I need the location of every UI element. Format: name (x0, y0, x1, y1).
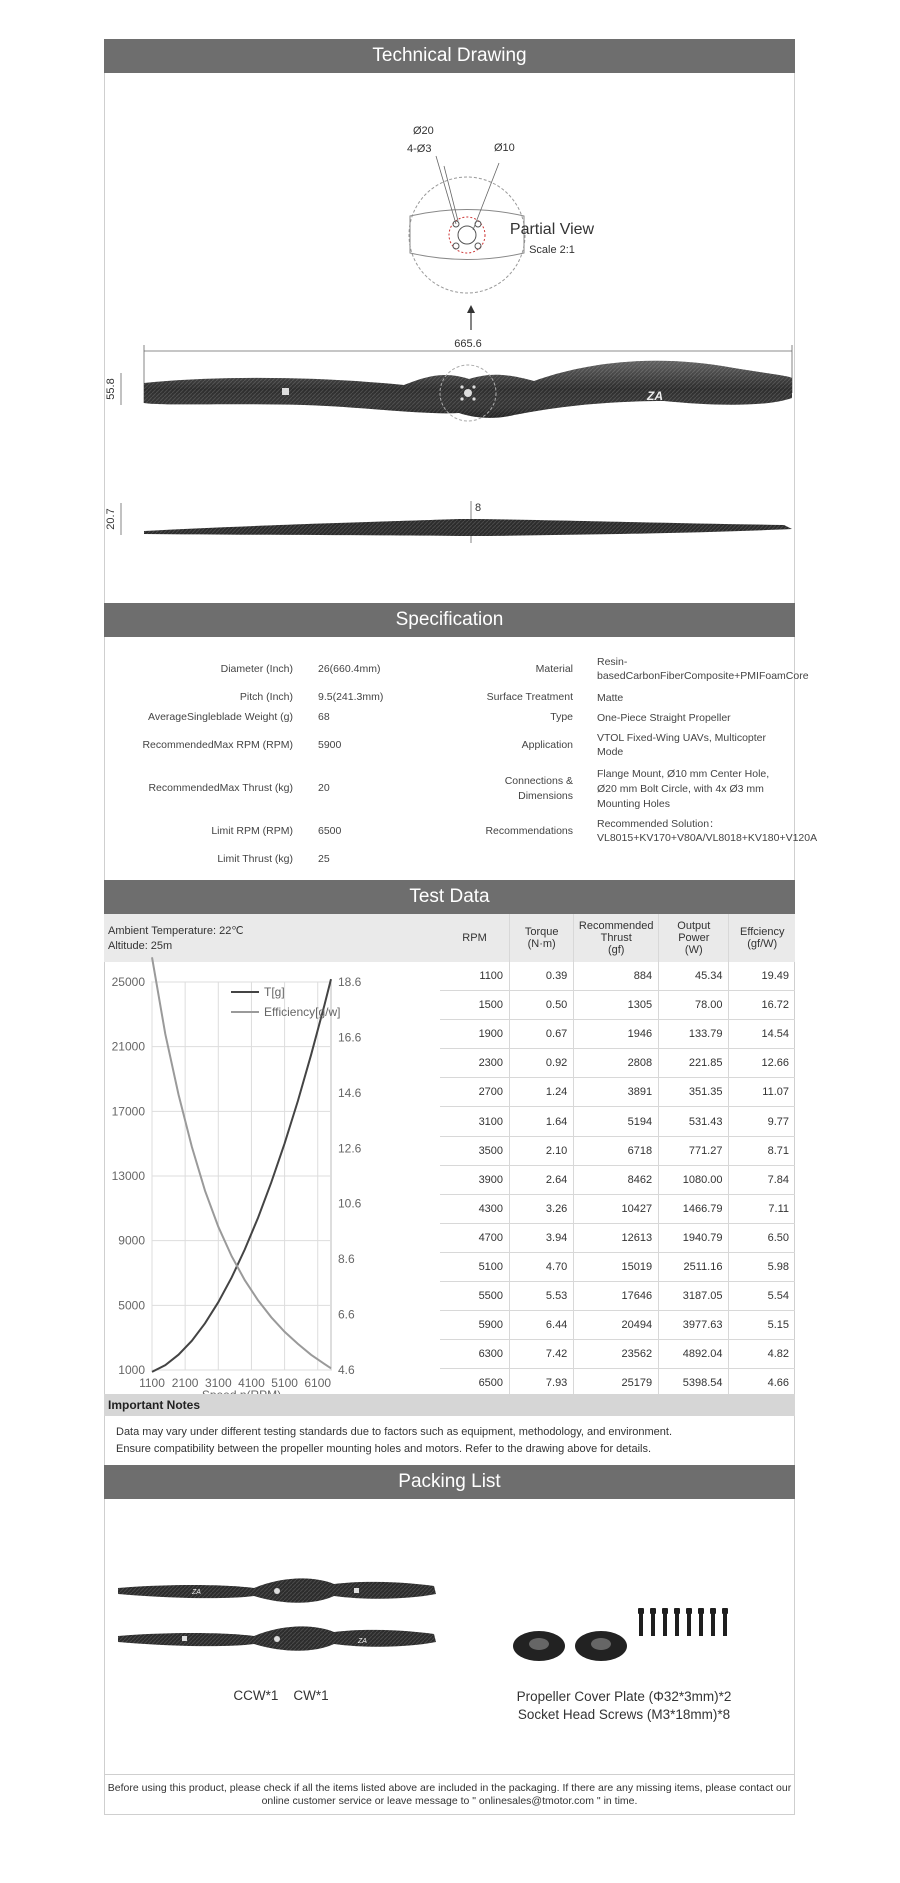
y-left-tick-label: 25000 (111, 975, 145, 989)
footer-line: online customer service or leave message to " onlinesales@tmotor.com " in time. (261, 1795, 638, 1807)
table-cell: 5100 (440, 1252, 510, 1281)
table-cell: 3500 (440, 1136, 510, 1165)
x-tick-label: 4100 (238, 1376, 265, 1390)
y-left-tick-label: 5000 (118, 1298, 145, 1313)
y-right-tick-label: 4.6 (338, 1363, 355, 1377)
table-cell: 23562 (574, 1340, 659, 1369)
table-row (440, 1340, 795, 1369)
table-cell: 45.34 (659, 962, 729, 991)
table-cell: 4.70 (510, 1252, 574, 1281)
table-cell: 771.27 (659, 1136, 729, 1165)
spec-label: AverageSingleblade Weight (g) (148, 711, 293, 723)
table-cell: 0.39 (510, 962, 574, 991)
table-cell: 1946 (574, 1020, 659, 1049)
ambient-temperature: Ambient Temperature: 22℃ (108, 925, 244, 937)
logo-za: ZA (647, 389, 663, 403)
spec-label: Pitch (Inch) (239, 691, 293, 703)
table-cell: 10427 (574, 1194, 659, 1223)
svg-text:ZA: ZA (358, 1638, 367, 1645)
table-cell: 5.54 (729, 1282, 795, 1311)
table-cell: 4.66 (729, 1369, 795, 1398)
spec-value: Resin- basedCarbonFiberComposite+PMIFoamCore (597, 656, 809, 682)
table-cell: 4892.04 (659, 1340, 729, 1369)
accessories-label (484, 1688, 764, 1724)
spec-label: RecommendedMax RPM (RPM) (142, 739, 293, 751)
y-left-tick-label: 9000 (118, 1233, 145, 1248)
table-cell: 0.50 (510, 991, 574, 1020)
table-cell: 5900 (440, 1311, 510, 1340)
table-cell: 12613 (574, 1223, 659, 1252)
cover-plate-image (513, 1631, 627, 1661)
table-cell: 1100 (440, 962, 510, 991)
table-cell: 25179 (574, 1369, 659, 1398)
y-left-tick-label: 13000 (111, 1169, 145, 1183)
ambient-info (104, 914, 440, 962)
spec-label: RecommendedMax Thrust (kg) (148, 782, 293, 794)
spec-value: Matte (597, 692, 624, 704)
table-cell: 1.24 (510, 1078, 574, 1107)
dim-d20: Ø20 (413, 125, 434, 137)
x-tick-label: 5100 (271, 1376, 298, 1390)
spec-label: Connections & Dimensions (504, 775, 573, 802)
spec-value: 6500 (318, 825, 342, 837)
table-cell: 3.94 (510, 1223, 574, 1252)
technical-drawing (104, 73, 795, 603)
col-header: Torque (N·m) (510, 914, 574, 962)
table-cell: 3977.63 (659, 1311, 729, 1340)
table-cell: 4300 (440, 1194, 510, 1223)
spec-label: Limit RPM (RPM) (211, 825, 293, 837)
spec-value: 26(660.4mm) (318, 663, 381, 675)
table-cell: 4700 (440, 1223, 510, 1252)
y-right-tick-label: 8.6 (338, 1252, 355, 1267)
x-tick-label: 1100 (139, 1376, 165, 1390)
table-cell: 133.79 (659, 1020, 729, 1049)
partial-view-detail (409, 156, 525, 293)
props-label: CCW*1 CW*1 (233, 1688, 329, 1703)
table-cell: 1305 (574, 991, 659, 1020)
table-cell: 5500 (440, 1282, 510, 1311)
performance-chart (104, 962, 440, 1392)
table-cell: 6.44 (510, 1311, 574, 1340)
spec-label: Material (535, 663, 573, 675)
dim-d10: Ø10 (494, 142, 515, 154)
table-cell: 0.92 (510, 1049, 574, 1078)
table-cell: 3.26 (510, 1194, 574, 1223)
table-row (440, 1078, 795, 1107)
spec-value: One-Piece Straight Propeller (597, 712, 731, 724)
table-cell: 12.66 (729, 1049, 795, 1078)
table-cell: 0.67 (510, 1020, 574, 1049)
section-title-test-data: Test Data (104, 880, 795, 914)
table-cell: 7.93 (510, 1369, 574, 1398)
propeller-top-view (144, 361, 792, 421)
table-cell: 1500 (440, 991, 510, 1020)
table-row (440, 1165, 795, 1194)
y-right-tick-label: 16.6 (338, 1030, 362, 1045)
table-cell: 3900 (440, 1165, 510, 1194)
partial-view-label: Partial View (509, 221, 595, 238)
spec-label: Surface Treatment (486, 691, 573, 703)
table-row (440, 1020, 795, 1049)
test-data-table (440, 914, 795, 1398)
spec-value: VTOL Fixed-Wing UAVs, Multicopter Mode (597, 732, 767, 758)
svg-text:ZA: ZA (192, 1589, 201, 1596)
table-cell: 2808 (574, 1049, 659, 1078)
spec-value: 9.5(241.3mm) (318, 691, 384, 703)
table-row (440, 991, 795, 1020)
table-row (440, 962, 795, 991)
y-right-tick-label: 14.6 (338, 1085, 362, 1100)
section-title-specification: Specification (104, 603, 795, 637)
table-cell: 5.53 (510, 1282, 574, 1311)
packing-illustrations (104, 1560, 795, 1680)
table-cell: 1940.79 (659, 1223, 729, 1252)
spec-label: Type (550, 711, 573, 723)
table-cell: 884 (574, 962, 659, 991)
table-row (440, 1252, 795, 1281)
spec-value: 25 (318, 853, 330, 865)
table-cell: 8.71 (729, 1136, 795, 1165)
y-right-tick-label: 10.6 (338, 1196, 362, 1211)
table-cell: 3891 (574, 1078, 659, 1107)
legend-label: T[g] (264, 985, 285, 999)
spec-value: 5900 (318, 739, 342, 751)
table-row (440, 1136, 795, 1165)
y-left-tick-label: 21000 (111, 1039, 145, 1054)
dim-thickness: 20.7 (105, 508, 117, 530)
table-cell: 2300 (440, 1049, 510, 1078)
altitude: Altitude: 25m (108, 940, 173, 952)
table-cell: 2700 (440, 1078, 510, 1107)
table-cell: 1900 (440, 1020, 510, 1049)
table-cell: 9.77 (729, 1107, 795, 1136)
table-cell: 1.64 (510, 1107, 574, 1136)
footer-line: Before using this product, please check if all the items listed above are included in the packaging. If there are any missing items, please contact our (107, 1782, 792, 1794)
col-header: Output Power (W) (659, 914, 729, 962)
propeller-side-view (144, 519, 792, 536)
footer-notice (104, 1782, 795, 1808)
table-cell: 2.64 (510, 1165, 574, 1194)
table-cell: 5194 (574, 1107, 659, 1136)
table-cell: 15019 (574, 1252, 659, 1281)
table-cell: 3100 (440, 1107, 510, 1136)
important-notes-header: Important Notes (104, 1394, 795, 1416)
table-cell: 6300 (440, 1340, 510, 1369)
note-line: Data may vary under different testing standards due to factors such as equipment, methodology, and environment. (116, 1426, 673, 1438)
table-cell: 7.11 (729, 1194, 795, 1223)
spec-label: Recommendations (485, 825, 573, 837)
legend-label: Efficiency[g/w] (264, 1005, 341, 1019)
dim-holes: 4-Ø3 (407, 143, 432, 155)
table-cell: 7.42 (510, 1340, 574, 1369)
spec-label: Application (521, 739, 573, 751)
table-row (440, 1194, 795, 1223)
propeller-ccw-image (118, 1578, 436, 1602)
y-right-tick-label: 12.6 (338, 1141, 362, 1156)
section-title-packing-list: Packing List (104, 1465, 795, 1499)
x-tick-label: 3100 (204, 1376, 232, 1390)
y-left-tick-label: 17000 (111, 1104, 145, 1119)
table-cell: 7.84 (729, 1165, 795, 1194)
table-cell: 5398.54 (659, 1369, 729, 1398)
table-cell: 351.35 (659, 1078, 729, 1107)
table-row (440, 1049, 795, 1078)
scale-label: Scale 2:1 (529, 244, 575, 256)
table-cell: 4.82 (729, 1340, 795, 1369)
table-row (440, 1282, 795, 1311)
table-cell: 6.50 (729, 1223, 795, 1252)
x-tick-label: 6100 (304, 1376, 332, 1390)
table-cell: 531.43 (659, 1107, 729, 1136)
spec-value: Recommended Solution： VL8015+KV170+V80A/VL8018+KV180+V120A (597, 818, 818, 844)
table-cell: 5.15 (729, 1311, 795, 1340)
note-line: Ensure compatibility between the propeller mounting holes and motors. Refer to the drawing above for details. (116, 1443, 652, 1455)
important-notes-body (116, 1424, 672, 1458)
table-row (440, 1107, 795, 1136)
table-cell: 14.54 (729, 1020, 795, 1049)
table-cell: 1466.79 (659, 1194, 729, 1223)
spec-value: 68 (318, 711, 330, 723)
table-cell: 78.00 (659, 991, 729, 1020)
section-title-technical-drawing: Technical Drawing (104, 39, 795, 73)
table-row (440, 1223, 795, 1252)
dim-length: 665.6 (454, 338, 482, 350)
propeller-cw-image (118, 1626, 436, 1650)
table-cell: 6718 (574, 1136, 659, 1165)
table-cell: 17646 (574, 1282, 659, 1311)
table-cell: 11.07 (729, 1078, 795, 1107)
y-left-tick-label: 1000 (118, 1363, 145, 1377)
table-cell: 16.72 (729, 991, 795, 1020)
screws-label: Socket Head Screws (M3*18mm)*8 (517, 1707, 731, 1722)
col-header: Effciency (gf/W) (729, 914, 795, 962)
spec-value: 20 (318, 782, 330, 794)
dim-width: 55.8 (105, 378, 117, 400)
table-cell: 19.49 (729, 962, 795, 991)
table-cell: 2.10 (510, 1136, 574, 1165)
col-header: Recommended Thrust (gf) (574, 914, 659, 962)
table-cell: 6500 (440, 1369, 510, 1398)
y-right-tick-label: 6.6 (338, 1307, 355, 1322)
socket-screws-image (638, 1608, 728, 1636)
y-right-tick-label: 18.6 (338, 975, 362, 989)
table-cell: 5.98 (729, 1252, 795, 1281)
table-cell: 8462 (574, 1165, 659, 1194)
table-cell: 1080.00 (659, 1165, 729, 1194)
table-header-row (440, 914, 795, 962)
table-cell: 3187.05 (659, 1282, 729, 1311)
col-header: RPM (440, 914, 510, 962)
spec-value: Flange Mount, Ø10 mm Center Hole, Ø20 mm Bolt Circle, with 4x Ø3 mm Mounting Holes (597, 768, 770, 810)
x-tick-label: 2100 (171, 1376, 199, 1390)
table-cell: 221.85 (659, 1049, 729, 1078)
table-row (440, 1311, 795, 1340)
table-cell: 20494 (574, 1311, 659, 1340)
spec-label: Limit Thrust (kg) (217, 853, 293, 865)
spec-label: Diameter (Inch) (220, 663, 293, 675)
dim-hub: 8 (475, 502, 482, 514)
cover-plate-label: Propeller Cover Plate (Φ32*3mm)*2 (516, 1689, 732, 1704)
table-cell: 2511.16 (659, 1252, 729, 1281)
